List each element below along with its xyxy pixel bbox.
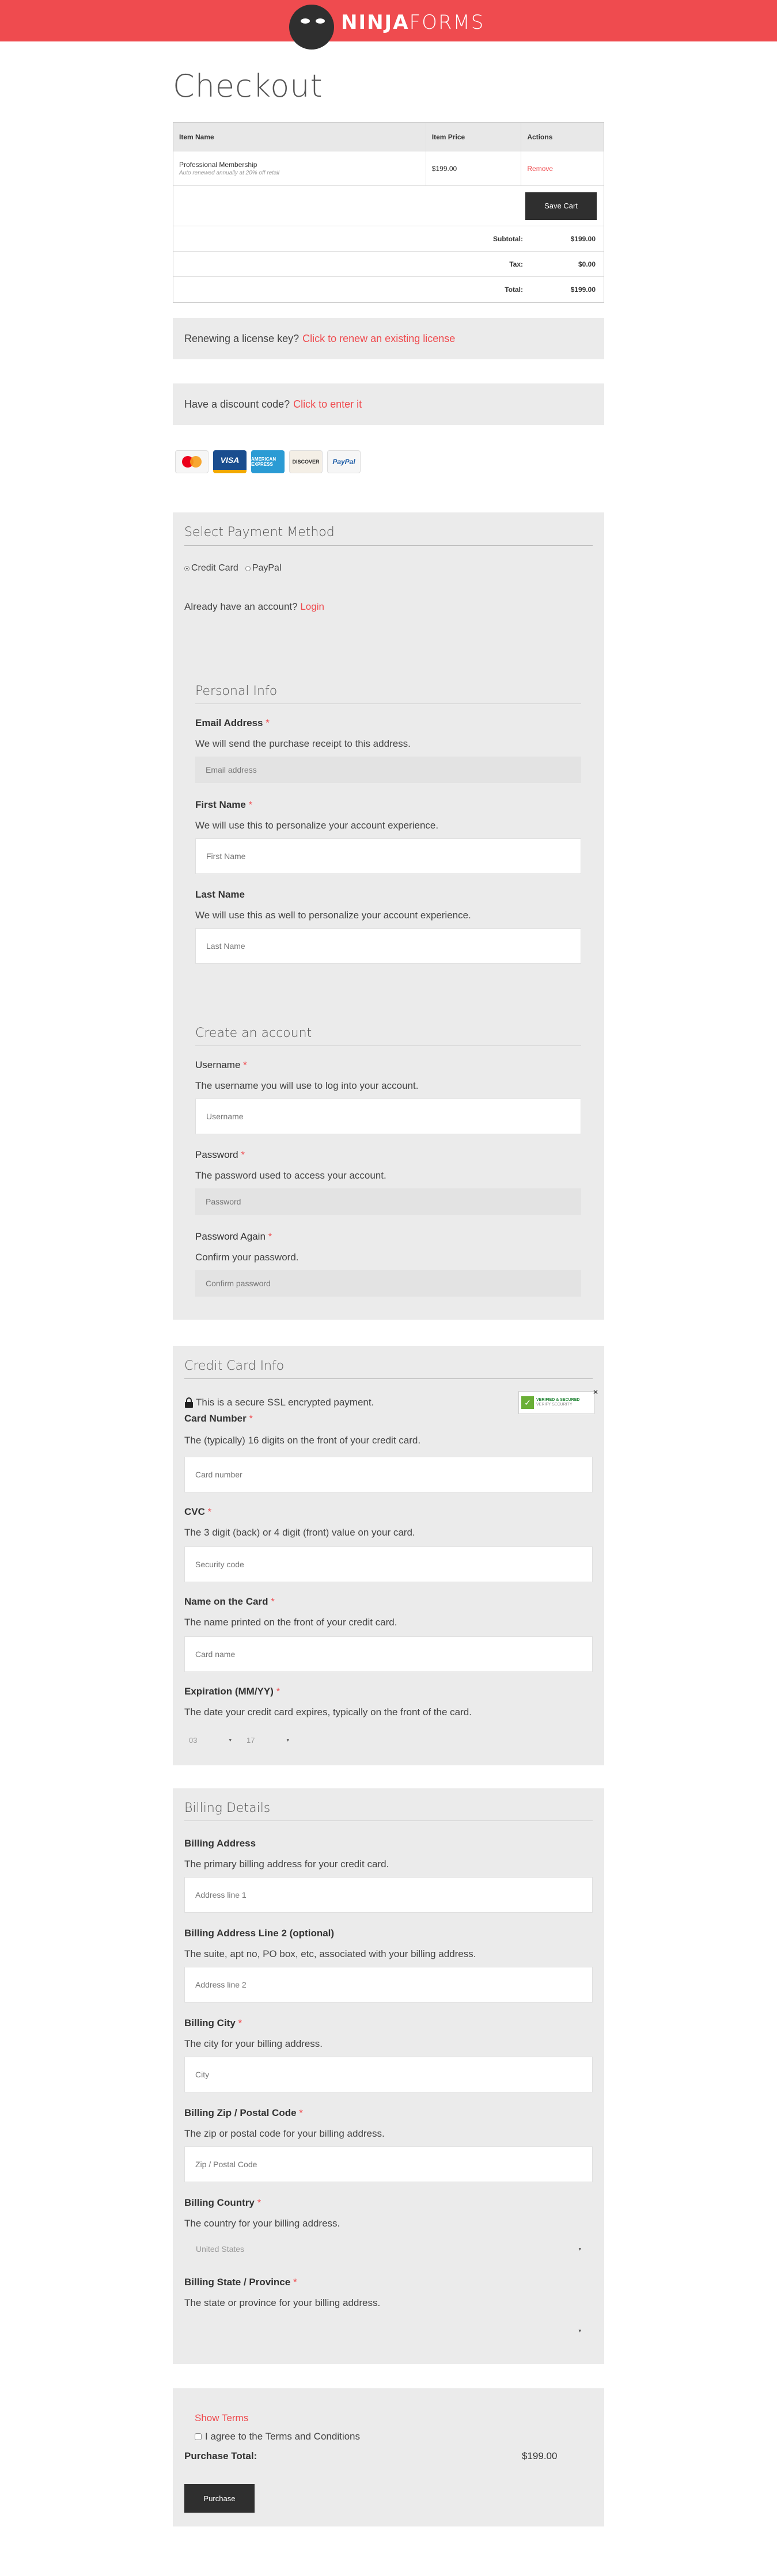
- city-label: Billing City *: [184, 2018, 242, 2028]
- card-name-description: The name printed on the front of your credit card.: [184, 1617, 397, 1628]
- save-cart-button[interactable]: Save Cart: [525, 192, 597, 220]
- address1-description: The primary billing address for your credit card.: [184, 1859, 389, 1870]
- country-select[interactable]: United States ▾: [196, 2244, 581, 2254]
- card-number-field[interactable]: [184, 1457, 593, 1492]
- item-price: $199.00: [426, 151, 522, 185]
- address2-field[interactable]: [184, 1967, 593, 2003]
- country-label: Billing Country *: [184, 2197, 261, 2208]
- password-field[interactable]: [195, 1188, 581, 1215]
- city-description: The city for your billing address.: [184, 2038, 323, 2049]
- subtotal-row: [173, 226, 604, 252]
- purchase-total-value: $199.00: [522, 2450, 558, 2461]
- address1-field[interactable]: [184, 1877, 593, 1913]
- page-title: Checkout: [173, 68, 323, 104]
- chevron-down-icon: ▾: [286, 1737, 289, 1743]
- state-select[interactable]: [184, 2317, 593, 2345]
- payment-panel: [173, 512, 604, 1320]
- lock-icon: [184, 1397, 194, 1408]
- item-name: Professional Membership: [179, 161, 257, 169]
- payment-method-title: Select Payment Method: [184, 525, 335, 539]
- item-note: Auto renewed annually at 20% off retail: [179, 170, 279, 176]
- address1-label: Billing Address: [184, 1838, 256, 1849]
- mastercard-icon: [175, 450, 209, 473]
- password-description: The password used to access your account.: [195, 1170, 386, 1181]
- password-label: Password *: [195, 1149, 245, 1160]
- personal-info-title: Personal Info: [195, 684, 278, 698]
- total-row: [173, 277, 604, 302]
- zip-field[interactable]: [184, 2146, 593, 2182]
- tax-value: $0.00: [578, 260, 596, 268]
- column-header-actions: Actions: [527, 132, 553, 141]
- username-label: Username *: [195, 1059, 247, 1070]
- discover-icon: DISCOVER: [289, 450, 323, 473]
- credit-card-title: Credit Card Info: [184, 1359, 285, 1373]
- table-row: [173, 151, 604, 186]
- amex-icon: AMERICAN EXPRESS: [251, 450, 285, 473]
- close-icon[interactable]: ✕: [592, 1388, 598, 1396]
- chevron-down-icon: ▾: [578, 2327, 581, 2334]
- first-name-description: We will use this to personalize your account experience.: [195, 820, 439, 831]
- site-header: [0, 0, 777, 41]
- total-value: $199.00: [570, 286, 596, 294]
- username-description: The username you will use to log into your account.: [195, 1080, 419, 1091]
- expiry-year-select[interactable]: 17 ▾: [247, 1735, 289, 1745]
- last-name-label: Last Name: [195, 889, 245, 900]
- create-account-title: Create an account: [195, 1026, 312, 1040]
- cart-table: [173, 122, 604, 303]
- password-again-label: Password Again *: [195, 1231, 272, 1242]
- enter-discount-link[interactable]: Click to enter it: [293, 398, 362, 410]
- email-field[interactable]: [195, 757, 581, 783]
- discount-text: Have a discount code?: [184, 398, 290, 410]
- column-header-item-price: Item Price: [426, 123, 522, 151]
- billing-title: Billing Details: [184, 1801, 271, 1815]
- chevron-down-icon: ▾: [578, 2246, 581, 2252]
- cvc-label: CVC *: [184, 1506, 212, 1517]
- checkbox-icon: [195, 2433, 202, 2440]
- confirm-password-field[interactable]: [195, 1270, 581, 1297]
- purchase-total-label: Purchase Total:: [184, 2450, 257, 2461]
- subtotal-value: $199.00: [570, 234, 596, 243]
- paypal-icon: PayPal: [327, 450, 361, 473]
- logo-wordmark: NINJAFORMS: [341, 11, 485, 34]
- login-link[interactable]: Login: [300, 601, 324, 612]
- first-name-label: First Name *: [195, 799, 253, 810]
- state-description: The state or province for your billing address.: [184, 2297, 381, 2308]
- expiry-month-select[interactable]: 03 ▾: [189, 1735, 232, 1745]
- tax-label: Tax:: [509, 260, 523, 268]
- purchase-button[interactable]: Purchase: [184, 2484, 255, 2513]
- accepted-cards: [175, 450, 361, 473]
- card-name-label: Name on the Card *: [184, 1596, 275, 1607]
- password-again-description: Confirm your password.: [195, 1252, 299, 1263]
- paypal-radio[interactable]: PayPal: [245, 563, 282, 573]
- last-name-field[interactable]: [195, 928, 581, 964]
- email-label: Email Address *: [195, 717, 270, 728]
- first-name-field[interactable]: [195, 838, 581, 874]
- chevron-down-icon: ▾: [229, 1737, 232, 1743]
- agree-terms-checkbox[interactable]: I agree to the Terms and Conditions: [195, 2431, 360, 2442]
- subtotal-label: Subtotal:: [493, 234, 523, 243]
- address2-description: The suite, apt no, PO box, etc, associated with your billing address.: [184, 1948, 476, 1959]
- country-description: The country for your billing address.: [184, 2218, 340, 2229]
- city-field[interactable]: [184, 2057, 593, 2092]
- card-number-description: The (typically) 16 digits on the front of your credit card.: [184, 1435, 421, 1446]
- ssl-notice: This is a secure SSL encrypted payment.: [184, 1397, 374, 1408]
- discount-notice: [173, 383, 604, 425]
- visa-icon: VISA: [213, 450, 247, 473]
- renew-license-link[interactable]: Click to renew an existing license: [302, 332, 456, 344]
- card-name-field[interactable]: [184, 1636, 593, 1672]
- ninja-forms-logo[interactable]: [285, 3, 484, 41]
- credit-card-panel: [173, 1346, 604, 1765]
- cart-header-row: [173, 123, 604, 151]
- tax-row: [173, 252, 604, 277]
- payment-method-radios: [184, 563, 593, 573]
- username-field[interactable]: [195, 1099, 581, 1134]
- address2-label: Billing Address Line 2 (optional): [184, 1928, 335, 1939]
- card-number-label: Card Number *: [184, 1413, 253, 1424]
- account-prompt: Already have an account? Login: [184, 601, 324, 612]
- expiration-description: The date your credit card expires, typically on the front of the card.: [184, 1707, 472, 1718]
- purchase-panel: [173, 2388, 604, 2526]
- renew-text: Renewing a license key?: [184, 332, 300, 344]
- security-seal-badge[interactable]: ✓ VERIFIED & SECURED VERIFY SECURITY ✕: [518, 1391, 594, 1414]
- checkmark-icon: ✓: [521, 1396, 534, 1409]
- billing-panel: [173, 1788, 604, 2364]
- last-name-description: We will use this as well to personalize your account experience.: [195, 910, 471, 921]
- expiration-selects: [184, 1728, 294, 1751]
- zip-description: The zip or postal code for your billing address.: [184, 2128, 385, 2139]
- email-description: We will send the purchase receipt to this address.: [195, 738, 411, 749]
- credit-card-radio[interactable]: Credit Card: [184, 563, 238, 573]
- remove-item-link[interactable]: Remove: [527, 164, 554, 173]
- cvc-description: The 3 digit (back) or 4 digit (front) value on your card.: [184, 1527, 415, 1538]
- total-label: Total:: [505, 286, 523, 294]
- show-terms-link[interactable]: Show Terms: [195, 2412, 249, 2423]
- ninja-mascot-icon: [285, 3, 336, 41]
- zip-label: Billing Zip / Postal Code *: [184, 2107, 303, 2118]
- save-cart-row: [173, 186, 604, 226]
- expiration-label: Expiration (MM/YY) *: [184, 1686, 281, 1697]
- column-header-item-name: Item Name: [173, 123, 426, 151]
- renew-license-notice: [173, 318, 604, 359]
- cvc-field[interactable]: [184, 1547, 593, 1582]
- state-label: Billing State / Province *: [184, 2277, 297, 2288]
